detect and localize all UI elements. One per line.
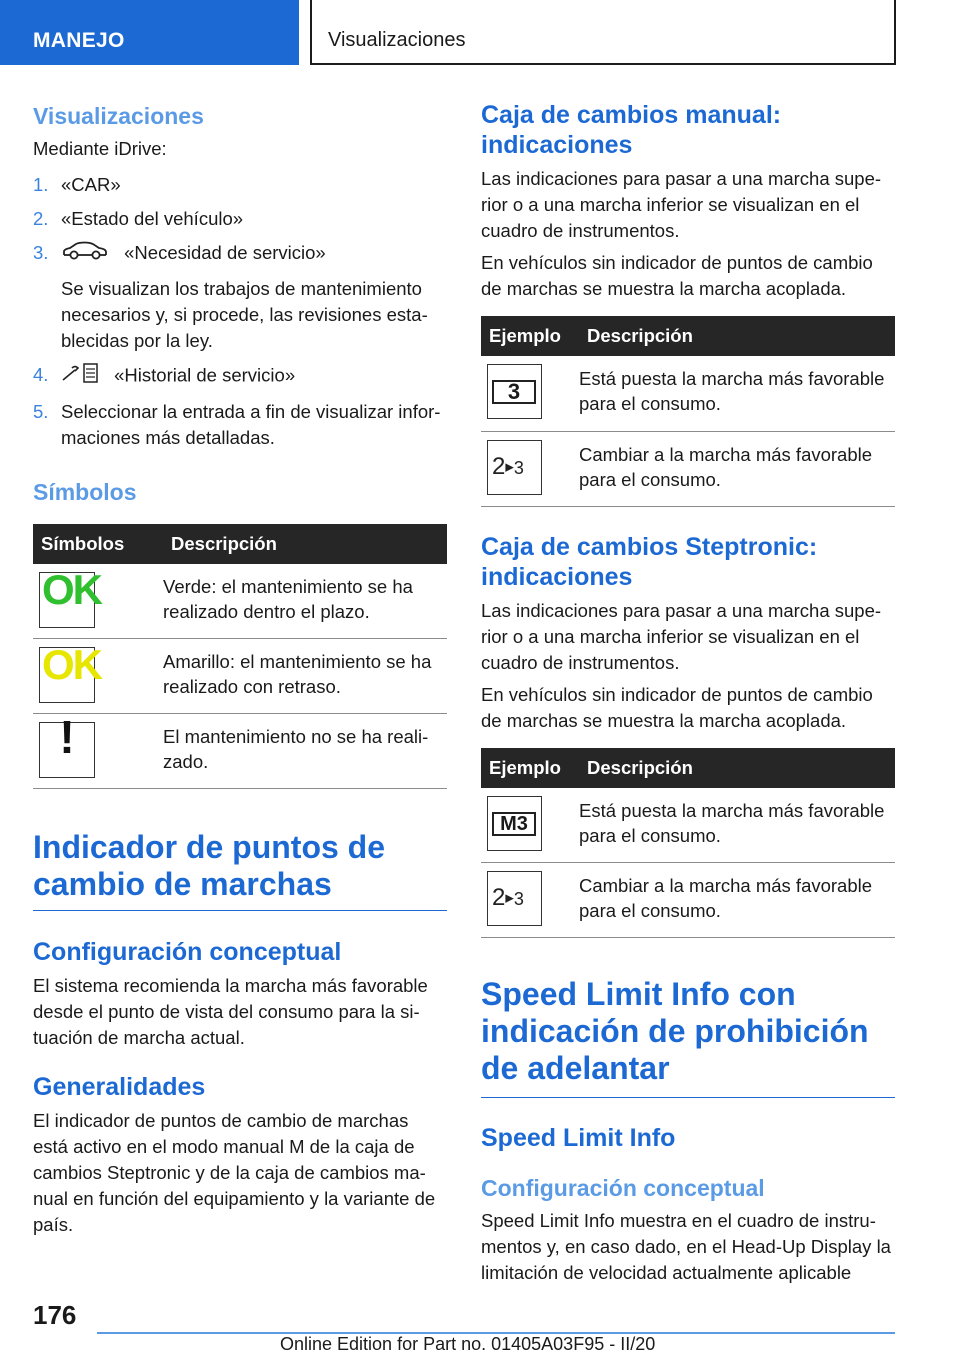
step-item (33, 362, 447, 391)
simbolos-heading: Símbolos (33, 478, 137, 505)
car-icon (61, 241, 109, 268)
description-cell: Cambiar a la marcha más favorable para el consumo. (579, 431, 895, 506)
step-number: 2. (33, 208, 49, 229)
shift-up-icon (487, 440, 542, 495)
concept-heading: Configuración conceptual (33, 938, 342, 967)
table-row (481, 356, 895, 431)
shift-indicator (492, 453, 524, 482)
step-text: «CAR» (61, 174, 121, 195)
ok-yellow-icon (39, 641, 101, 703)
column-header: Ejemplo (481, 316, 579, 356)
table-header-row (481, 316, 895, 356)
step-number: 4. (33, 363, 49, 385)
manual-gear-table (481, 316, 895, 507)
chapter-tab (310, 0, 896, 65)
visualizaciones-heading: Visualizaciones (33, 103, 204, 129)
sli-concept-heading: Configuración conceptual (481, 1175, 765, 1201)
ok-symbol-text: OK (42, 641, 101, 689)
table-row (33, 714, 447, 789)
example-cell (481, 863, 579, 938)
page-number: 176 (33, 1300, 77, 1330)
description-cell: Amarillo: el mantenimiento se ha realizado con retraso. (163, 639, 447, 714)
visualizaciones-intro: Mediante iDrive: (33, 138, 167, 159)
sli-heading: Speed Limit Info (481, 1124, 676, 1152)
table-row (481, 863, 895, 938)
shift-from: 2 (492, 884, 506, 911)
shift-to: 3 (513, 457, 524, 478)
ok-symbol-text: OK (42, 565, 101, 613)
concept-text: El sistema recomienda la marcha más favorable desde el punto de vista del consumo para la si-tuación de marcha actual. (33, 975, 428, 1049)
column-header: Símbolos (33, 524, 163, 564)
shift-to: 3 (513, 889, 524, 909)
exclamation-symbol-text: ! (59, 711, 75, 764)
gear-number: M3 (492, 812, 536, 836)
description-cell: El mantenimiento no se ha reali-zado. (163, 714, 447, 789)
symbols-table (33, 524, 447, 790)
description-cell: Está puesta la marcha más favorable para el consumo. (579, 788, 895, 863)
symbol-cell (33, 711, 163, 789)
left-column (33, 100, 447, 1238)
gear-display-icon (487, 364, 542, 419)
step-number: 3. (33, 242, 49, 263)
example-cell (481, 356, 579, 431)
edition-text: Online Edition for Part no. 01405A03F95 - II/20 (280, 1334, 656, 1354)
general-heading: Generalidades (33, 1073, 206, 1102)
column-header: Descripción (163, 524, 447, 564)
symbol-cell (33, 564, 163, 639)
shift-from: 2 (492, 452, 506, 480)
ok-green-icon (39, 565, 101, 628)
table-header-row (481, 748, 895, 788)
example-cell (481, 431, 579, 506)
step-text: «Estado del vehículo» (61, 208, 244, 229)
table-row (33, 639, 447, 714)
table-row (481, 788, 895, 863)
step-text: «Historial de servicio» (114, 364, 296, 385)
step-text: «Necesidad de servicio» (124, 242, 326, 263)
service-history-icon (61, 362, 99, 391)
table-header-row (33, 524, 447, 564)
steptronic-gear-table (481, 748, 895, 939)
step-item (33, 240, 447, 354)
symbol-cell (33, 639, 163, 714)
shift-up-icon (487, 871, 542, 926)
idrive-steps (33, 172, 447, 451)
section-label: MANEJO (33, 29, 125, 52)
step-subtext: Se visualizan los trabajos de mantenimiento necesarios y, si procede, las revisiones esta-blecidas por la ley. (61, 277, 428, 351)
shift-arrow-icon: ▶ (505, 892, 514, 905)
speed-limit-heading: Speed Limit Info con indicación de prohibición de adelantar (481, 976, 869, 1086)
description-cell: Está puesta la marcha más favorable para el consumo. (579, 356, 895, 431)
heading-rule (33, 910, 447, 911)
gear-display-icon (487, 796, 542, 851)
section-tab (0, 0, 299, 65)
table-row (33, 564, 447, 639)
step-text: Seleccionar la entrada a fin de visualizar infor-maciones más detalladas. (61, 400, 441, 448)
column-header: Descripción (579, 316, 895, 356)
manual-gearbox-text-2: En vehículos sin indicador de puntos de cambio de marchas se muestra la marcha acoplada. (481, 252, 873, 299)
table-row (481, 431, 895, 506)
chapter-label: Visualizaciones (328, 29, 466, 51)
step-number: 5. (33, 400, 49, 422)
heading-rule (481, 1097, 895, 1098)
shift-indicator (492, 884, 524, 913)
steptronic-text-2: En vehículos sin indicador de puntos de cambio de marchas se muestra la marcha acoplada. (481, 683, 873, 731)
manual-gearbox-heading: Caja de cambios manual: indicaciones (481, 101, 782, 159)
description-cell: Verde: el mantenimiento se ha realizado dentro el plazo. (163, 564, 447, 639)
gear-number: 3 (492, 380, 536, 404)
step-number: 1. (33, 174, 49, 195)
step-item (33, 172, 447, 198)
manual-gearbox-text-1: Las indicaciones para pasar a una marcha supe-rior o a una marcha inferior se visualizan en el cuadro de instrumentos. (481, 168, 882, 241)
step-item (33, 399, 447, 451)
column-header: Ejemplo (481, 748, 579, 788)
example-cell (481, 788, 579, 863)
exclamation-icon (39, 711, 95, 778)
step-item (33, 206, 447, 232)
steptronic-text-1: Las indicaciones para pasar a una marcha supe-rior o a una marcha inferior se visualizan en el cuadro de instrumentos. (481, 599, 882, 673)
description-cell: Cambiar a la marcha más favorable para el consumo. (579, 863, 895, 938)
steptronic-heading: Caja de cambios Steptronic: indicaciones (481, 532, 818, 591)
column-header: Descripción (579, 748, 895, 788)
indicator-heading: Indicador de puntos de cambio de marchas (33, 829, 386, 903)
sli-concept-text: Speed Limit Info muestra en el cuadro de instru-mentos y, en caso dado, en el Head-Up Display la limitación de velocidad actualmente aplicable (481, 1210, 891, 1283)
shift-arrow-icon: ▶ (505, 461, 514, 474)
general-text: El indicador de puntos de cambio de marchas está activo en el modo manual M de la caja de cambios Steptronic y de la caja de cambios ma-nual en función del equipamiento y la variante de país. (33, 1110, 436, 1236)
right-column (481, 100, 895, 1286)
